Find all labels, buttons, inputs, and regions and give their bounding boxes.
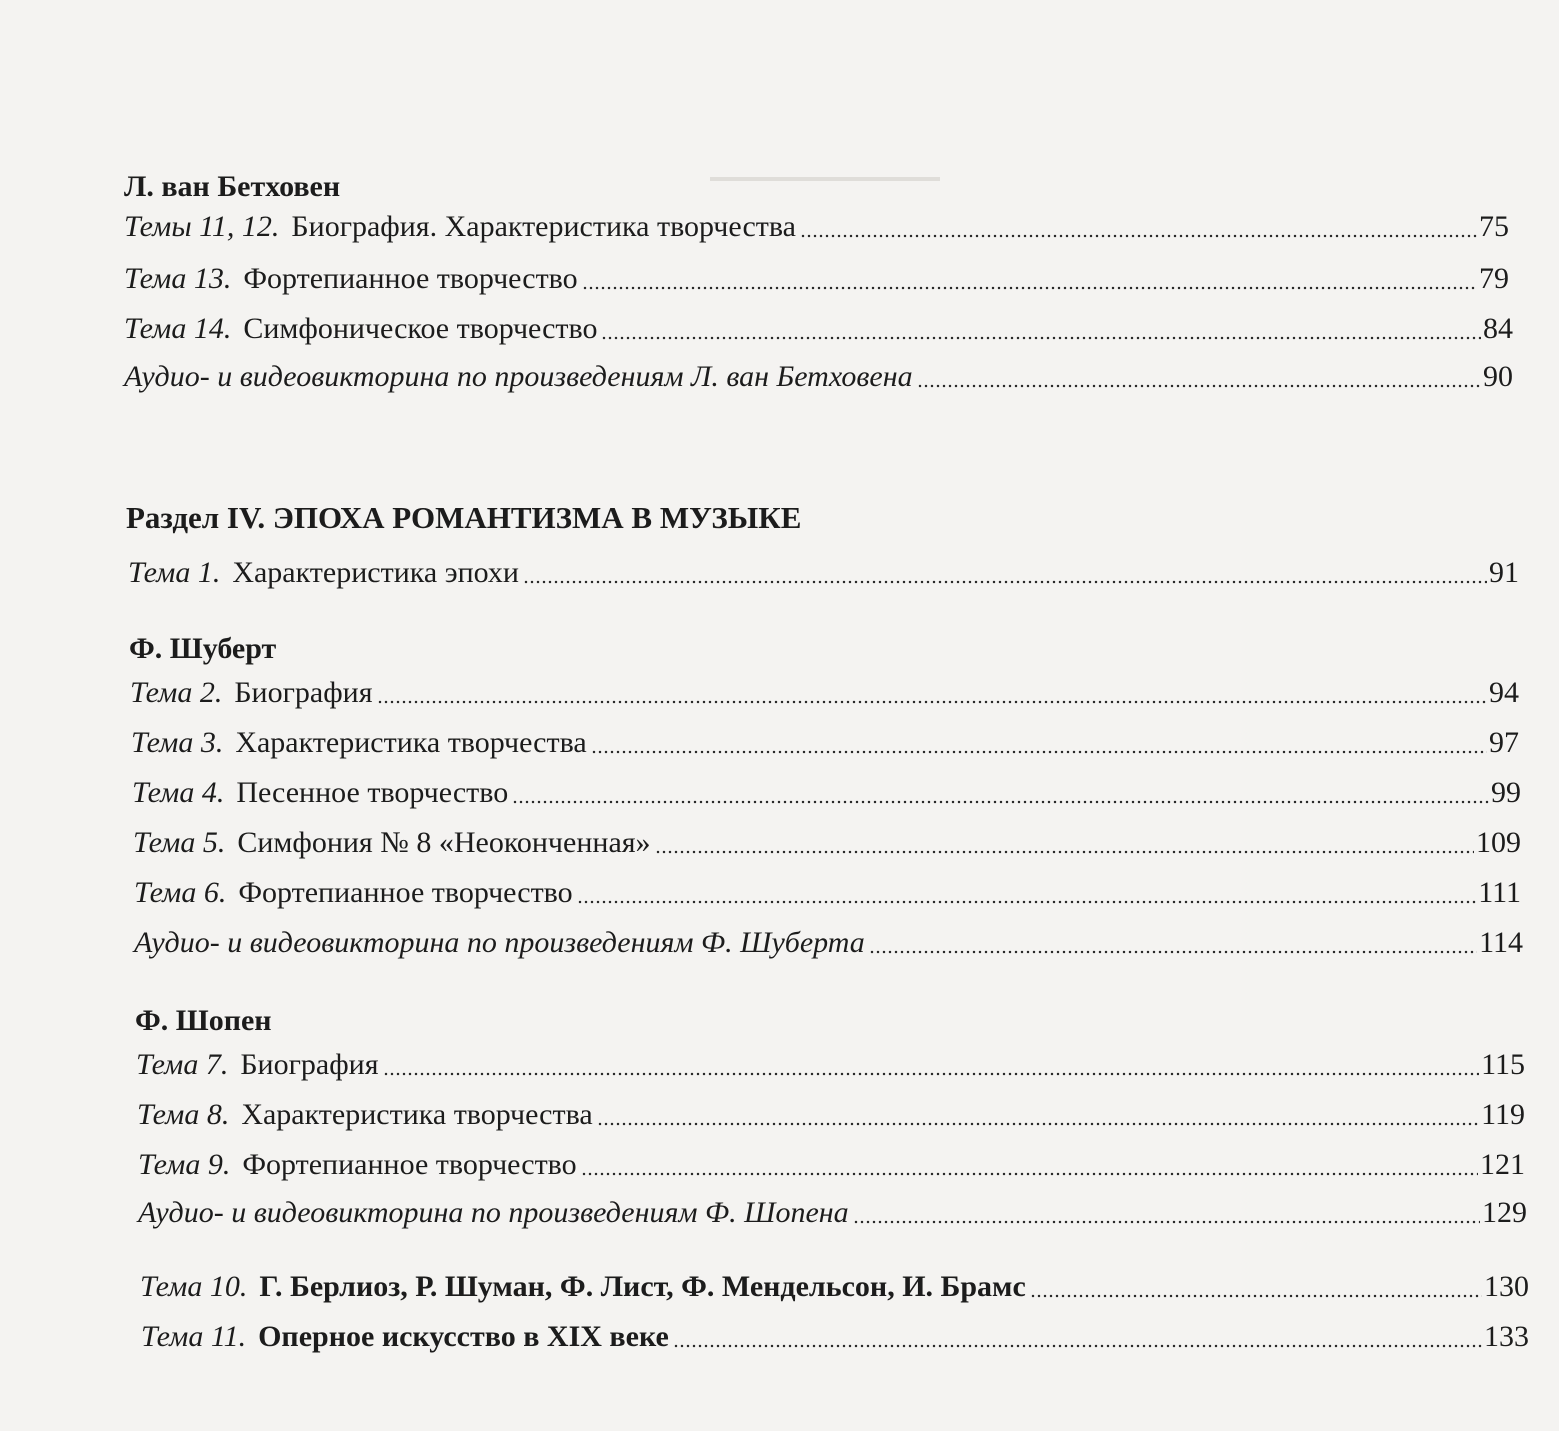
page-number: 75: [1479, 210, 1509, 243]
page-number: 79: [1479, 262, 1509, 295]
composer-heading-beethoven: Л. ван Бетховен: [124, 170, 341, 203]
dot-leader: [383, 1055, 1480, 1077]
page-number: 84: [1483, 312, 1513, 345]
topic-title: Фортепианное творчество: [242, 1148, 577, 1181]
topic-title: Г. Берлиоз, Р. Шуман, Ф. Лист, Ф. Мендельсон, И. Брамс: [259, 1270, 1026, 1303]
page-number: 94: [1489, 676, 1519, 709]
dot-leader: [581, 1155, 1478, 1177]
topic-title: Биография: [234, 676, 373, 709]
dot-leader: [591, 733, 1487, 755]
topic-number: Тема 10.: [140, 1270, 248, 1303]
composer-heading-chopin: Ф. Шопен: [135, 1004, 272, 1037]
show-through-text: [700, 165, 940, 203]
page-number: 129: [1482, 1196, 1527, 1229]
topic-title: Характеристика творчества: [235, 726, 587, 759]
page-number: 133: [1484, 1320, 1529, 1353]
page-number: 121: [1480, 1148, 1525, 1181]
topic-title: Биография: [240, 1048, 379, 1081]
toc-entry-quiz[interactable]: [124, 360, 1513, 394]
dot-leader: [655, 833, 1474, 855]
page-number: 97: [1489, 726, 1519, 759]
topic-title: Фортепианное творчество: [238, 876, 573, 909]
dot-leader: [601, 319, 1481, 341]
page-number: 130: [1484, 1270, 1529, 1303]
topic-title: Характеристика эпохи: [232, 556, 519, 589]
toc-entry[interactable]: [133, 826, 1521, 860]
dot-leader: [377, 683, 1487, 705]
dot-leader: [523, 563, 1487, 585]
topic-number: Темы 11, 12.: [124, 210, 280, 243]
toc-entry[interactable]: [136, 1048, 1525, 1082]
topic-title: Характеристика творчества: [241, 1098, 593, 1131]
toc-entry[interactable]: [124, 262, 1509, 296]
toc-entry[interactable]: [124, 312, 1513, 346]
dot-leader: [577, 883, 1477, 905]
quiz-title: Аудио- и видеовикторина по произведениям Ф. Шопена: [138, 1196, 849, 1229]
topic-number: Тема 4.: [132, 776, 225, 809]
toc-entry[interactable]: [128, 556, 1519, 590]
toc-entry[interactable]: [141, 1320, 1529, 1354]
topic-number: Тема 13.: [124, 262, 232, 295]
dot-leader: [582, 269, 1477, 291]
page-number: 90: [1483, 360, 1513, 393]
topic-number: Тема 5.: [133, 826, 226, 859]
topic-number: Тема 8.: [137, 1098, 230, 1131]
dot-leader: [673, 1327, 1482, 1349]
dot-leader: [917, 367, 1481, 389]
dot-leader: [869, 933, 1477, 955]
toc-entry[interactable]: [132, 776, 1521, 810]
topic-number: Тема 6.: [134, 876, 227, 909]
toc-entry[interactable]: [134, 876, 1521, 910]
topic-title: Симфония № 8 «Неоконченная»: [237, 826, 651, 859]
page-number: 114: [1479, 926, 1523, 959]
topic-number: Тема 3.: [131, 726, 224, 759]
topic-title: Биография. Характеристика творчества: [291, 210, 796, 243]
page-number: 119: [1481, 1098, 1525, 1131]
section-title: Раздел IV. ЭПОХА РОМАНТИЗМА В МУЗЫКЕ: [126, 500, 802, 535]
page-number: 109: [1476, 826, 1521, 859]
topic-number: Тема 7.: [136, 1048, 229, 1081]
quiz-title: Аудио- и видеовикторина по произведениям Л. ван Бетховена: [124, 360, 913, 393]
topic-title: Песенное творчество: [236, 776, 509, 809]
dot-leader: [512, 783, 1489, 805]
topic-title: Фортепианное творчество: [243, 262, 578, 295]
page-number: 115: [1481, 1048, 1525, 1081]
dot-leader: [853, 1203, 1480, 1225]
dot-leader: [597, 1105, 1479, 1127]
dot-leader: [800, 217, 1477, 239]
toc-entry-quiz[interactable]: [134, 926, 1523, 960]
toc-entry[interactable]: [130, 676, 1519, 710]
topic-title: Оперное искусство в XIX веке: [258, 1320, 669, 1353]
topic-number: Тема 9.: [138, 1148, 231, 1181]
page-number: 91: [1489, 556, 1519, 589]
quiz-title: Аудио- и видеовикторина по произведениям Ф. Шуберта: [134, 926, 865, 959]
topic-number: Тема 11.: [141, 1320, 247, 1353]
topic-number: Тема 14.: [124, 312, 232, 345]
page-number: 111: [1478, 876, 1521, 909]
toc-entry[interactable]: [124, 210, 1509, 244]
composer-heading-schubert: Ф. Шуберт: [129, 632, 277, 665]
topic-number: Тема 2.: [130, 676, 223, 709]
toc-entry[interactable]: [140, 1270, 1529, 1304]
topic-title: Симфоническое творчество: [243, 312, 598, 345]
toc-entry-quiz[interactable]: [138, 1196, 1527, 1230]
toc-entry[interactable]: [138, 1148, 1525, 1182]
toc-entry[interactable]: [137, 1098, 1525, 1132]
topic-number: Тема 1.: [128, 556, 221, 589]
toc-entry[interactable]: [131, 726, 1519, 760]
show-through-mark: [700, 165, 940, 195]
page-number: 99: [1491, 776, 1521, 809]
dot-leader: [1030, 1277, 1482, 1299]
